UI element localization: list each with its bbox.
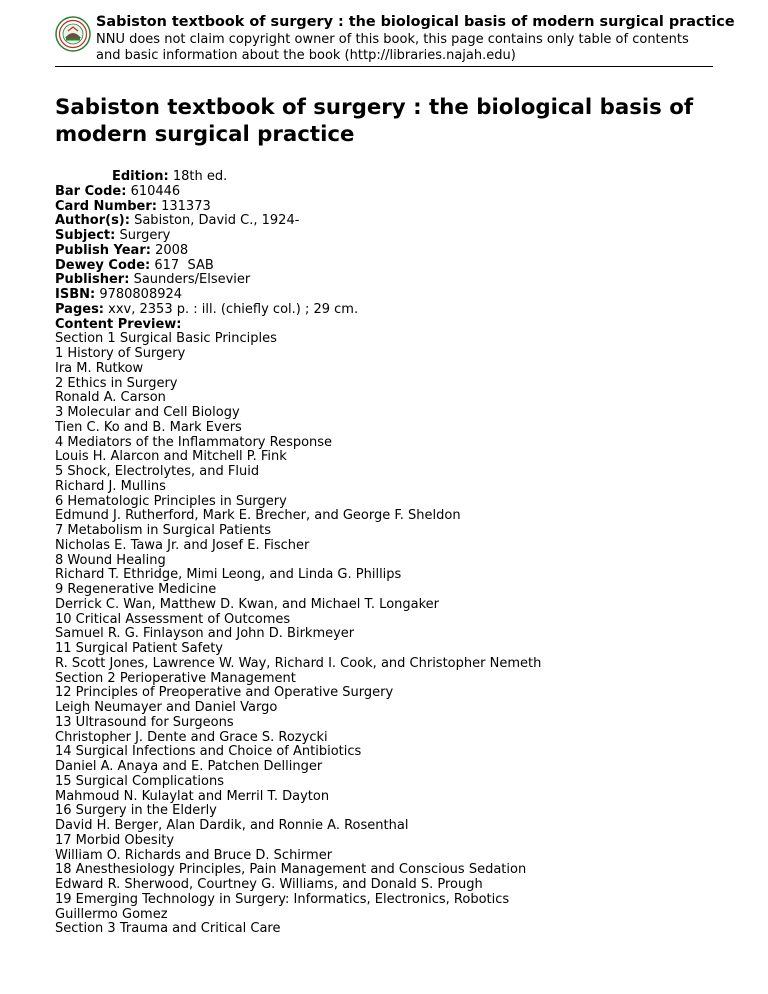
field-label: Author(s):	[55, 213, 130, 229]
field-label: Dewey Code:	[55, 257, 151, 273]
field-dewey-code	[55, 259, 745, 274]
toc-line: Christopher J. Dente and Grace S. Rozycki	[55, 729, 328, 745]
toc-line: David H. Berger, Alan Dardik, and Ronnie A. Rosenthal	[55, 818, 409, 833]
toc-line: Louis H. Alarcon and Mitchell P. Fink	[55, 449, 287, 465]
field-authors	[55, 214, 745, 229]
field-value: xxv, 2353 p. : ill. (chiefly col.) ; 29 cm.	[108, 301, 359, 317]
toc-line: Mahmoud N. Kulaylat and Merril T. Dayton	[55, 788, 330, 804]
field-edition	[55, 170, 745, 185]
field-pages	[55, 303, 745, 318]
toc-line: 19 Emerging Technology in Surgery: Informatics, Electronics, Robotics	[55, 891, 510, 907]
field-value: Surgery	[119, 228, 171, 243]
field-publisher	[55, 273, 745, 288]
toc-line: 16 Surgery in the Elderly	[55, 803, 217, 819]
field-subject	[55, 229, 745, 244]
toc-line: Section 2 Perioperative Management	[55, 670, 296, 686]
toc-line: Edward R. Sherwood, Courtney G. Williams, and Donald S. Prough	[55, 877, 483, 892]
toc-line: Tien C. Ko and B. Mark Evers	[55, 419, 242, 435]
field-value: 610446	[130, 183, 181, 199]
field-value: 18th ed.	[172, 169, 228, 184]
toc-line: Section 1 Surgical Basic Principles	[55, 331, 277, 347]
toc-line: 7 Metabolism in Surgical Patients	[55, 523, 272, 538]
toc-line: Richard J. Mullins	[55, 478, 166, 494]
book-title: Sabiston textbook of surgery : the biological basis of modern surgical practice	[55, 95, 694, 147]
toc-line: Edmund J. Rutherford, Mark E. Brecher, and George F. Sheldon	[55, 508, 461, 524]
toc-line: 15 Surgical Complications	[55, 773, 224, 789]
header-title: Sabiston textbook of surgery : the biological basis of modern surgical practice	[96, 14, 735, 30]
toc-line: 8 Wound Healing	[55, 552, 166, 568]
university-seal-icon	[55, 16, 91, 52]
field-value: 2008	[155, 242, 189, 258]
copyright-notice: NNU does not claim copyright owner of this book, this page contains only table of contents and basic information about the book (http://libraries.najah.edu)	[96, 32, 689, 63]
field-label: Bar Code:	[55, 183, 127, 199]
field-value: Saunders/Elsevier	[133, 272, 251, 288]
field-label: Edition:	[112, 169, 169, 184]
field-value: 131373	[161, 198, 211, 214]
content-preview-label	[55, 318, 745, 333]
header-text	[96, 14, 735, 64]
field-value: Sabiston, David C., 1924-	[134, 213, 300, 229]
toc-line: 6 Hematologic Principles in Surgery	[55, 493, 287, 509]
toc-line: William O. Richards and Bruce D. Schirmer	[55, 847, 333, 863]
field-publish-year	[55, 244, 745, 259]
toc-line: 10 Critical Assessment of Outcomes	[55, 611, 291, 627]
toc-line: 18 Anesthesiology Principles, Pain Management and Conscious Sedation	[55, 862, 527, 878]
toc-line: R. Scott Jones, Lawrence W. Way, Richard I. Cook, and Christopher Nemeth	[55, 655, 542, 671]
book-details	[55, 170, 745, 937]
field-value: 617 SAB	[154, 257, 214, 273]
field-label: Content Preview:	[55, 316, 182, 332]
toc-line: 12 Principles of Preoperative and Operative Surgery	[55, 685, 394, 701]
table-of-contents	[55, 332, 745, 937]
toc-line: 5 Shock, Electrolytes, and Fluid	[55, 464, 260, 479]
field-label: Card Number:	[55, 198, 157, 214]
toc-line: 14 Surgical Infections and Choice of Antibiotics	[55, 744, 362, 760]
toc-line: Ira M. Rutkow	[55, 360, 144, 376]
toc-line: Daniel A. Anaya and E. Patchen Dellinger	[55, 759, 323, 774]
toc-line: 2 Ethics in Surgery	[55, 375, 178, 391]
field-label: Publish Year:	[55, 242, 151, 258]
toc-line: Derrick C. Wan, Matthew D. Kwan, and Michael T. Longaker	[55, 596, 440, 612]
field-card-number	[55, 200, 745, 215]
field-label: Subject:	[55, 228, 116, 243]
toc-line: 11 Surgical Patient Safety	[55, 641, 223, 656]
toc-line: Samuel R. G. Finlayson and John D. Birkmeyer	[55, 626, 355, 642]
toc-line: 4 Mediators of the Inflammatory Response	[55, 434, 333, 450]
toc-line: Ronald A. Carson	[55, 390, 166, 406]
toc-line: 3 Molecular and Cell Biology	[55, 405, 240, 420]
field-label: Pages:	[55, 301, 105, 317]
toc-line: Leigh Neumayer and Daniel Vargo	[55, 700, 278, 715]
toc-line: Richard T. Ethridge, Mimi Leong, and Linda G. Phillips	[55, 567, 402, 583]
field-label: Publisher:	[55, 272, 130, 288]
field-label: ISBN:	[55, 287, 96, 302]
toc-line: 13 Ultrasound for Surgeons	[55, 714, 234, 730]
toc-line: Section 3 Trauma and Critical Care	[55, 921, 281, 937]
field-bar-code	[55, 185, 745, 200]
page-header	[55, 14, 735, 67]
field-isbn	[55, 288, 745, 303]
toc-line: 9 Regenerative Medicine	[55, 582, 217, 597]
toc-line: 17 Morbid Obesity	[55, 832, 175, 848]
toc-line: Guillermo Gomez	[55, 906, 168, 922]
toc-line: Nicholas E. Tawa Jr. and Josef E. Fischer	[55, 537, 310, 553]
field-value: 9780808924	[99, 287, 183, 302]
toc-line: 1 History of Surgery	[55, 346, 186, 361]
